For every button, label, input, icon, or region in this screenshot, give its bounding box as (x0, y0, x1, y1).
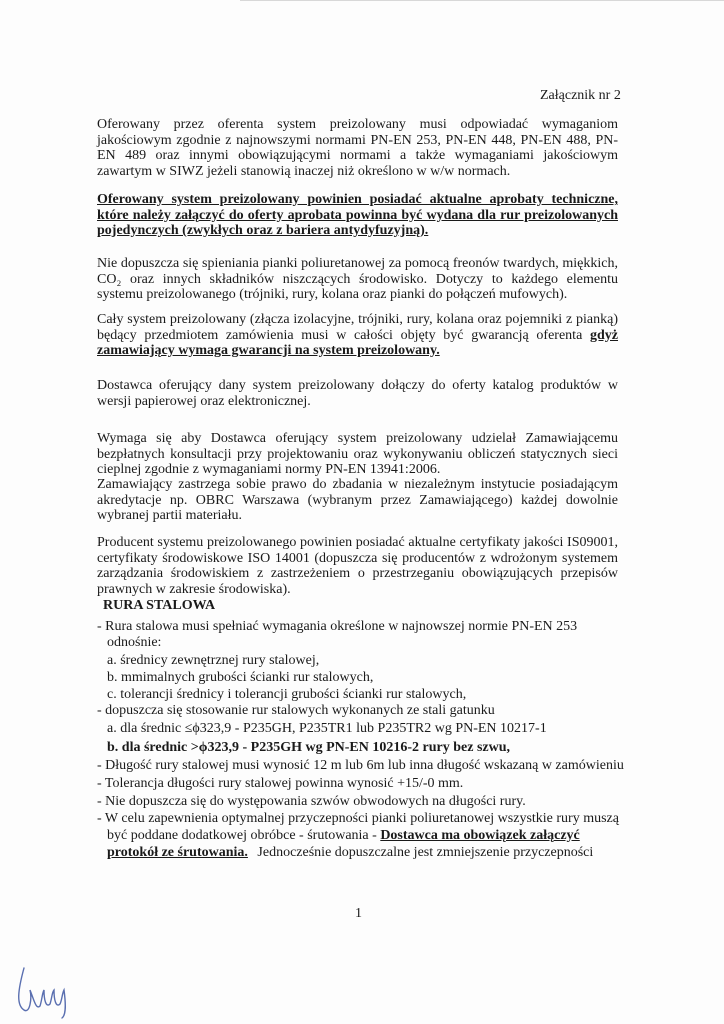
paragraph-consultations: Wymaga się aby Dostawca oferujący system preizolowany udzielał Zamawiającemu bezpłatnych konsultacji przy projektowaniu oraz wykonywaniu obliczeń statycznych sieci cieplnej zgodnie z wymaganiami normy PN-EN 13941:2006. (97, 431, 618, 477)
paragraph-technical-approvals: Oferowany system preizolowany powinien posiadać aktualne aprobaty techniczne, które należy załączyć do oferty aprobata powinna być wydana dla rur preizolowanych pojedynczych (zwykłych oraz z bariera antydyfuzyjną). (97, 192, 618, 238)
paragraph-warranty (97, 312, 618, 359)
list-item-adhesion-cont (107, 828, 580, 844)
adhesion-reduction-text: Jednocześnie dopuszczalne jest zmniejszenie przyczepności (257, 845, 594, 860)
steel-grade-a: a. dla średnic ≤ϕ323,9 - P235GH, P235TR1 lub P235TR2 wg PN-EN 10217-1 (107, 721, 547, 736)
paragraph-testing-rights: Zamawiający zastrzega sobie prawo do zbadania w niezależnym instytucie posiadającym akredytacje np. OBRC Warszawa (wybranym przez Zamawiającego) każdej dowolnie wybranej partii materiału. (97, 477, 618, 523)
paragraph-quality-requirements: Oferowany przez oferenta system preizolowany musi odpowiadać wymaganiom jakościowym zgodnie z najnowszymi normami PN-EN 253, PN-EN 448, PN-EN 488, PN-EN 489 oraz innymi obowiązującymi normami a także wymaganiami jakościowym zawartym w SIWZ jeżeli stanowią inaczej niż określono w w/w normach. (97, 117, 618, 179)
handwritten-signature (10, 960, 80, 1020)
shot-blasting-protocol: protokół ze śrutowania. (107, 845, 248, 860)
list-item-pn-en-253: - Rura stalowa musi spełniać wymagania określone w najnowszej normie PN-EN 253 (97, 619, 578, 634)
sub-item-c: c. tolerancji średnicy i tolerancji grubości ścianki rur stalowych, (107, 687, 467, 702)
warranty-text: Cały system preizolowany (złącza izolacyjne, trójniki, rury, kolana oraz pojemniki z pianką) będący przedmiotem zamówienia musi w całości objęty być gwarancją oferenta (97, 312, 618, 343)
paragraph-foaming: Nie dopuszcza się spieniania pianki poliuretanowej za pomocą freonów twardych, miękkich, CO₂ oraz innych składników niszczących środowisko. Dotyczy to każdego elementu systemu preizolowanego (trójniki, rury, kolana oraz pianki do połączeń mufowych). (97, 256, 618, 302)
paragraph-certificates: Producent systemu preizolowanego powinien posiadać aktualne certyfikaty jakości IS09001, certyfikaty środowiskowe ISO 14001 (dopuszcza się producentów z wdrożonym systemem zarządzania środowiskiem z zastrzeżeniem o przestrzeganiu obowiązujących przepisów prawnych w zakresie środowiska). (97, 535, 618, 597)
list-item-adhesion: - W celu zapewnienia optymalnej przyczepności pianki poliuretanowej wszystkie rury muszą (97, 811, 619, 826)
shot-blasting-text: być poddane dodatkowej obróbce - śrutowania - (107, 828, 377, 843)
shot-blasting-obligation: Dostawca ma obowiązek załączyć (380, 828, 580, 843)
list-item-seams: - Nie dopuszcza się do występowania szwów obwodowych na długości rury. (97, 794, 526, 809)
section-heading-steel-pipe: RURA STALOWA (103, 598, 216, 613)
list-item-adhesion-cont2 (107, 845, 593, 861)
list-item-tolerance: - Tolerancja długości rury stalowej powinna wynosić +15/-0 mm. (97, 776, 464, 791)
list-item-length: - Długość rury stalowej musi wynosić 12 m lub 6m lub inna długość wskazaną w zamówieniu (97, 758, 624, 773)
sub-item-a: a. średnicy zewnętrznej rury stalowej, (107, 653, 320, 668)
list-item-pn-en-253-cont: odnośnie: (107, 635, 162, 650)
page-number: 1 (355, 906, 362, 921)
paragraph-catalog: Dostawca oferujący dany system preizolowany dołączy do oferty katalog produktów w wersji papierowej oraz elektronicznej. (97, 378, 618, 409)
list-item-steel-grade: - dopuszcza się stosowanie rur stalowych wykonanych ze stali gatunku (97, 703, 495, 718)
steel-grade-b: b. dla średnic >ϕ323,9 - P235GH wg PN-EN 10216-2 rury bez szwu, (107, 740, 510, 755)
warranty-underlined: gdyż zamawiający wymaga gwarancji na system preizolowany. (97, 327, 619, 358)
annex-label: Załącznik nr 2 (540, 88, 621, 103)
top-border-line (240, 0, 724, 1)
sub-item-b: b. mmimalnych grubości ścianki rur stalowych, (107, 670, 374, 685)
